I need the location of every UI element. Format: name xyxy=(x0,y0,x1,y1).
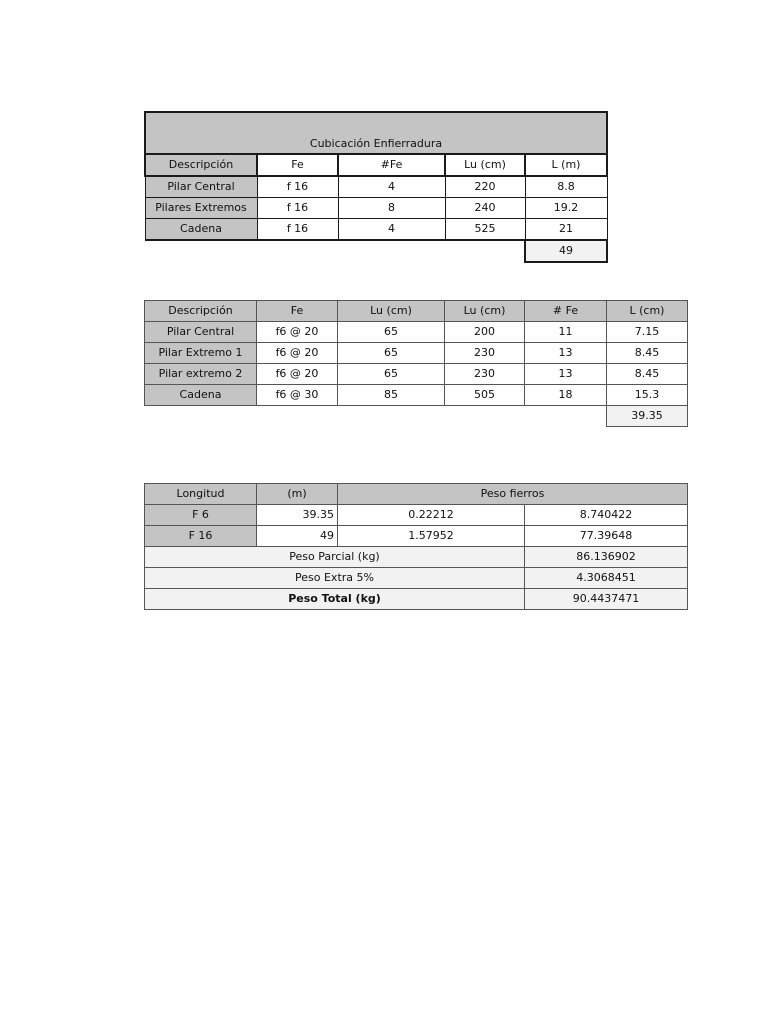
table-row xyxy=(145,219,607,241)
table2-cell: 15.3 xyxy=(607,385,688,406)
summary-value: 4.3068451 xyxy=(525,568,688,589)
table2-cell: 18 xyxy=(525,385,607,406)
table-peso-fierros xyxy=(144,483,688,610)
table2-total: 39.35 xyxy=(607,406,688,427)
table3-cell: 8.740422 xyxy=(525,505,688,526)
summary-label-total: Peso Total (kg) xyxy=(145,589,525,610)
table-row xyxy=(145,526,688,547)
table2-header-descripcion: Descripción xyxy=(145,301,257,322)
table2-cell: 230 xyxy=(445,343,525,364)
table1-cell: 8 xyxy=(338,198,445,219)
table2-cell: 230 xyxy=(445,364,525,385)
table3-cell: F 16 xyxy=(145,526,257,547)
table3-header-m: (m) xyxy=(257,484,338,505)
table1-header-lu: Lu (cm) xyxy=(445,154,525,176)
table1-cell: 8.8 xyxy=(525,176,607,198)
table3-cell: 1.57952 xyxy=(338,526,525,547)
table2-header-lu1: Lu (cm) xyxy=(338,301,445,322)
table-cubicacion-enfierradura xyxy=(144,111,608,263)
table1-cell: 21 xyxy=(525,219,607,241)
table3-header-longitud: Longitud xyxy=(145,484,257,505)
table2-cell: Pilar extremo 2 xyxy=(145,364,257,385)
table2-cell: f6 @ 20 xyxy=(257,322,338,343)
table1-cell: Pilares Extremos xyxy=(145,198,257,219)
table1-cell: Cadena xyxy=(145,219,257,241)
table2-cell: Pilar Extremo 1 xyxy=(145,343,257,364)
table2-cell: 65 xyxy=(338,322,445,343)
table2-cell: Pilar Central xyxy=(145,322,257,343)
table-row xyxy=(145,176,607,198)
table2-cell: 65 xyxy=(338,364,445,385)
table1-cell: 220 xyxy=(445,176,525,198)
table-row xyxy=(145,505,688,526)
table2-cell: 8.45 xyxy=(607,364,688,385)
table2-cell: 8.45 xyxy=(607,343,688,364)
table1-header-descripcion: Descripción xyxy=(145,154,257,176)
table2-cell: 85 xyxy=(338,385,445,406)
table2-cell: Cadena xyxy=(145,385,257,406)
summary-label: Peso Parcial (kg) xyxy=(145,547,525,568)
table2-cell: 65 xyxy=(338,343,445,364)
table1-header-l: L (m) xyxy=(525,154,607,176)
table-row xyxy=(145,568,688,589)
table2-cell: f6 @ 20 xyxy=(257,343,338,364)
table2-header-l: L (cm) xyxy=(607,301,688,322)
table1-cell: Pilar Central xyxy=(145,176,257,198)
table2-cell: 11 xyxy=(525,322,607,343)
table-row xyxy=(145,322,688,343)
table2-cell: 7.15 xyxy=(607,322,688,343)
table-row xyxy=(145,198,607,219)
table1-header-numfe: #Fe xyxy=(338,154,445,176)
summary-value-total: 90.4437471 xyxy=(525,589,688,610)
summary-value: 86.136902 xyxy=(525,547,688,568)
table1-title: Cubicación Enfierradura xyxy=(145,112,607,154)
table3-cell: 0.22212 xyxy=(338,505,525,526)
table1-cell: f 16 xyxy=(257,198,338,219)
table2-cell: 13 xyxy=(525,343,607,364)
table3-cell: 49 xyxy=(257,526,338,547)
table2-cell: 200 xyxy=(445,322,525,343)
table2-header-lu2: Lu (cm) xyxy=(445,301,525,322)
table-row xyxy=(145,589,688,610)
table1-cell: 240 xyxy=(445,198,525,219)
table-row xyxy=(145,343,688,364)
table-row xyxy=(145,385,688,406)
table1-cell: f 16 xyxy=(257,219,338,241)
table3-header-peso-fierros: Peso fierros xyxy=(338,484,688,505)
table2-header-fe: Fe xyxy=(257,301,338,322)
table-row xyxy=(145,547,688,568)
table2-cell: f6 @ 20 xyxy=(257,364,338,385)
table3-cell: 39.35 xyxy=(257,505,338,526)
table1-cell: 4 xyxy=(338,176,445,198)
table1-cell: 525 xyxy=(445,219,525,241)
table2-cell: 13 xyxy=(525,364,607,385)
table2-cell: 505 xyxy=(445,385,525,406)
table1-cell: 4 xyxy=(338,219,445,241)
table3-cell: 77.39648 xyxy=(525,526,688,547)
table3-cell: F 6 xyxy=(145,505,257,526)
table-row xyxy=(145,364,688,385)
table1-total: 49 xyxy=(525,240,607,262)
table1-cell: 19.2 xyxy=(525,198,607,219)
table1-cell: f 16 xyxy=(257,176,338,198)
table-estribos xyxy=(144,300,688,427)
table2-header-numfe: # Fe xyxy=(525,301,607,322)
table2-cell: f6 @ 30 xyxy=(257,385,338,406)
table1-header-fe: Fe xyxy=(257,154,338,176)
summary-label: Peso Extra 5% xyxy=(145,568,525,589)
